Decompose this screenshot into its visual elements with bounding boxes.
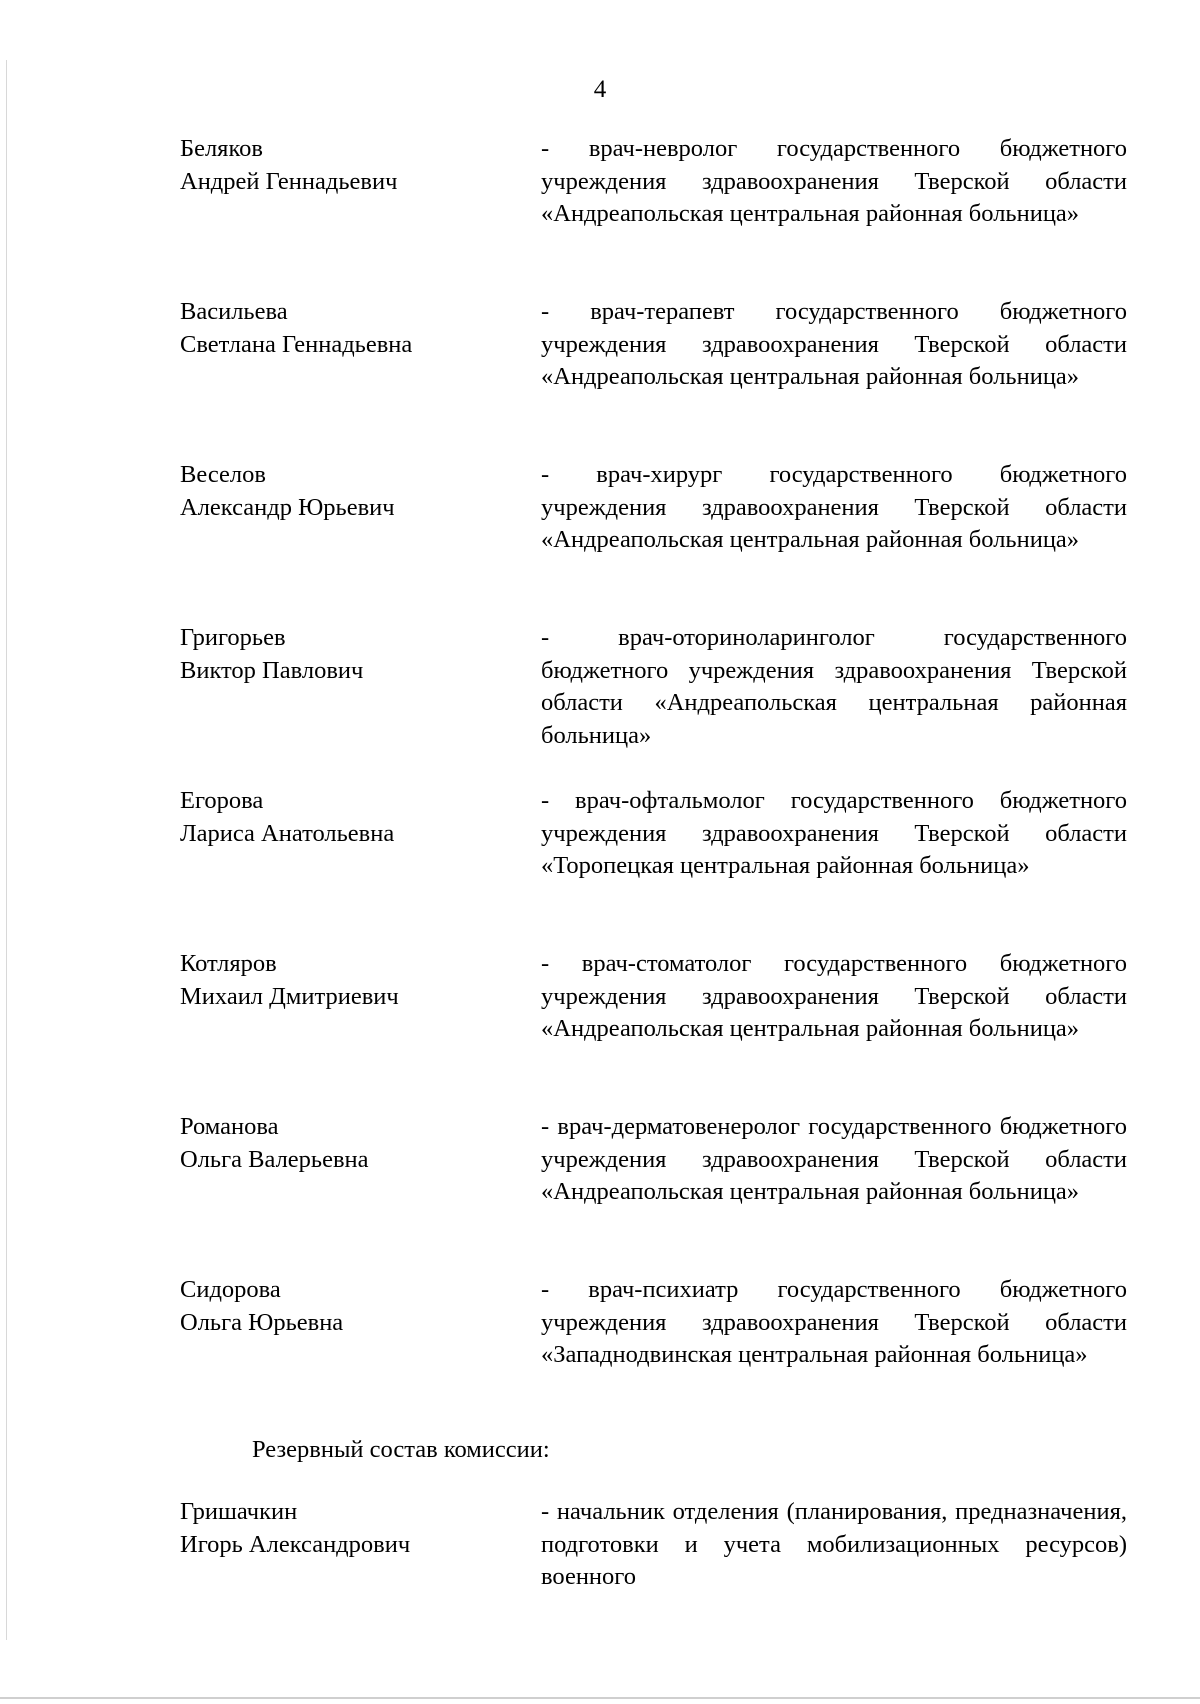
member-position: - врач-оториноларинголог государственного бюджетного учреждения здравоохранения Тверской области «Андреапольская центральная районная больница» — [541, 624, 1127, 749]
member-name — [180, 1496, 510, 1561]
member-given-names: Ольга Юрьевна — [180, 1308, 344, 1336]
member-surname: Романова — [180, 1113, 279, 1140]
member-name — [180, 459, 510, 524]
member-position: - врач-хирург государственного бюджетного учреждения здравоохранения Тверской области «Андреапольская центральная районная больница» — [541, 461, 1127, 554]
member-name — [180, 1111, 510, 1176]
reserve-section-heading: Резервный состав комиссии: — [252, 1436, 550, 1463]
member-position: - врач-стоматолог государственного бюджетного учреждения здравоохранения Тверской области «Андреапольская центральная районная больница» — [541, 950, 1127, 1043]
member-surname: Веселов — [180, 461, 266, 488]
member-name — [180, 296, 510, 361]
member-given-names: Михаил Дмитриевич — [180, 982, 399, 1010]
member-given-names: Ольга Валерьевна — [180, 1145, 369, 1173]
member-given-names: Андрей Геннадьевич — [180, 167, 398, 195]
member-surname: Егорова — [180, 787, 264, 814]
member-position: - врач-терапевт государственного бюджетного учреждения здравоохранения Тверской области «Андреапольская центральная районная больница» — [541, 298, 1127, 391]
member-position: - врач-невролог государственного бюджетного учреждения здравоохранения Тверской области «Андреапольская центральная районная больница» — [541, 135, 1127, 228]
member-surname: Григорьев — [180, 624, 286, 651]
member-position: - врач-дерматовенеролог государственного бюджетного учреждения здравоохранения Тверской области «Андреапольская центральная районная больница» — [541, 1113, 1127, 1206]
member-surname: Васильева — [180, 298, 288, 325]
member-given-names: Александр Юрьевич — [180, 493, 395, 521]
member-name — [180, 622, 510, 687]
member-position: - начальник отделения (планирования, предназначения, подготовки и учета мобилизационных ресурсов) военного — [541, 1498, 1127, 1591]
member-position: - врач-психиатр государственного бюджетного учреждения здравоохранения Тверской области «Западнодвинская центральная районная больница» — [541, 1276, 1127, 1369]
member-surname: Котляров — [180, 950, 277, 977]
member-given-names: Светлана Геннадьевна — [180, 330, 413, 358]
member-given-names: Игорь Александрович — [180, 1530, 411, 1558]
member-surname: Сидорова — [180, 1276, 281, 1303]
scan-edge-bottom — [0, 1697, 1200, 1699]
member-name — [180, 133, 510, 198]
member-name — [180, 948, 510, 1013]
member-given-names: Виктор Павлович — [180, 656, 364, 684]
member-surname: Беляков — [180, 135, 263, 162]
member-name — [180, 1274, 510, 1339]
member-given-names: Лариса Анатольевна — [180, 819, 395, 847]
member-name — [180, 785, 510, 850]
page-number: 4 — [593, 76, 607, 103]
scan-edge-left — [6, 60, 7, 1640]
member-position: - врач-офтальмолог государственного бюджетного учреждения здравоохранения Тверской области «Торопецкая центральная районная больница» — [541, 787, 1127, 880]
member-surname: Гришачкин — [180, 1498, 298, 1525]
